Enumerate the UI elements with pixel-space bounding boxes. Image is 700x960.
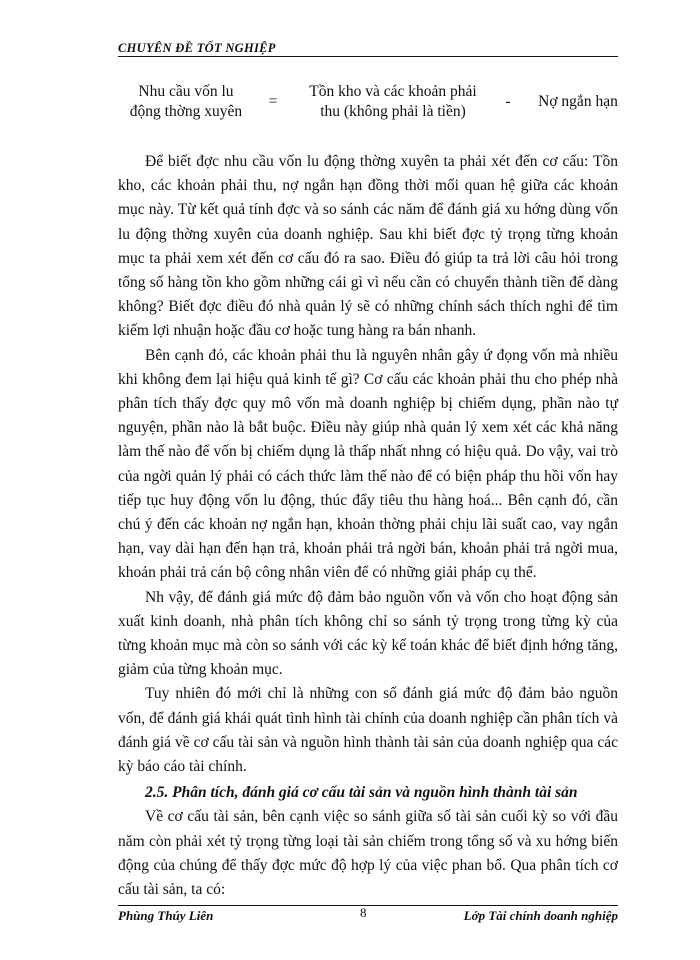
formula-minus-sign: -	[505, 93, 511, 110]
formula-left-term	[118, 82, 254, 122]
body-text	[118, 150, 618, 902]
formula-middle-line1: Tồn kho và các khoản phải	[309, 83, 477, 100]
page-number: 8	[360, 905, 367, 920]
header-divider	[118, 56, 618, 57]
working-capital-formula	[118, 82, 618, 128]
section-paragraph: Về cơ cấu tài sản, bên cạnh việc so sánh giữa số tài sản cuối kỳ so với đầu năm còn phải xét tỷ trọng từng loại tài sản chiếm trong tổng số và xu hớng biến động của chúng để thấy đợc mức độ hợp lý của việc phan bổ. Qua phân tích cơ cấu tài sản, ta có:	[118, 808, 618, 899]
formula-middle-term	[293, 82, 493, 122]
section-heading: 2.5. Phân tích, đánh giá cơ cấu tài sản và nguồn hình thành tài sản	[145, 784, 578, 802]
formula-left-line2: động thờng xuyên	[129, 103, 243, 120]
formula-middle-line2: thu (không phải là tiền)	[320, 103, 466, 120]
formula-left-line1: Nhu cầu vốn lu	[138, 83, 234, 100]
footer-class-name: Lớp Tài chính doanh nghiệp	[463, 908, 618, 923]
page-footer	[118, 905, 618, 925]
paragraph-3: Nh vậy, để đánh giá mức độ đảm bảo nguồn vốn và vốn cho hoạt động sản xuất kinh doanh, nhà phân tích không chỉ so sánh tỷ trọng trong từng kỳ của từng khoản mục mà còn so sánh với các kỳ kế toán khác để biết định hớng tăng, giảm của từng khoản mục.	[118, 588, 618, 679]
footer-author: Phùng Thúy Liên	[118, 908, 214, 923]
page-header-title: CHUYÊN ĐỀ TỐT NGHIỆP	[118, 41, 276, 55]
formula-equals-sign: =	[268, 93, 278, 110]
paragraph-2: Bên cạnh đó, các khoản phải thu là nguyên nhân gây ứ đọng vốn mà nhiều khi không đem lại hiệu quả kinh tế gì? Cơ cấu các khoản phải thu cho phép nhà phân tích thấy đợc quy mô vốn mà doanh nghiệp bị chiếm dụng, phần nào tự nguyện, phần nào là bắt buộc. Điều này giúp nhà quản lý xem xét các khả năng làm thế nào để vốn bị chiếm dụng là thấp nhất nhng có hiệu quả. Do vậy, vai trò của ngời quản lý phải có cách thức làm thế nào để có biện pháp thu hồi vốn hay tiếp tục huy động vốn lu động, thúc đẩy tiêu thu hàng hoá... Bên cạnh đó, cần chú ý đến các khoản nợ ngắn hạn, khoản thờng phải chịu lãi suất cao, vay ngắn hạn, vay dài hạn đến hạn trả, khoản phải trả ngời bán, khoản phải trả ngời mua, khoản phải trả cán bộ công nhân viên để có những giải pháp cụ thể.	[118, 346, 618, 582]
paragraph-4: Tuy nhiên đó mới chỉ là những con số đánh giá mức độ đảm bảo nguồn vốn, để đánh giá khái quát tình hình tài chính của doanh nghiệp cần phân tích và đánh giá về cơ cấu tài sản và nguồn hình thành tài sản của doanh nghiệp qua các kỳ báo cáo tài chính.	[118, 685, 618, 776]
paragraph-1: Để biết đợc nhu cầu vốn lu động thờng xuyên ta phải xét đến cơ cấu: Tồn kho, các khoản phải thu, nợ ngắn hạn đồng thời mối quan hệ giữa các khoản mục này. Từ kết quả tính đợc và so sánh các năm để đánh giá xu hớng dùng vốn lu động thờng xuyên của doanh nghiệp. Sau khi biết đợc tỷ trọng từng khoản mục ta phải xem xét đến cơ cấu đó ra sao. Điều đó giúp ta trả lời câu hỏi trong tổng số hàng tồn kho gồm những cái gì vì nếu cần có chuyển thành tiền để dàng không? Biết đợc điều đó nhà quản lý sẽ có những chính sách thích nghi để tìm kiếm lợi nhuận hoặc đầu cơ hoặc tung hàng ra bán nhanh.	[118, 153, 618, 340]
formula-right-term: Nợ ngắn hạn	[538, 93, 618, 110]
